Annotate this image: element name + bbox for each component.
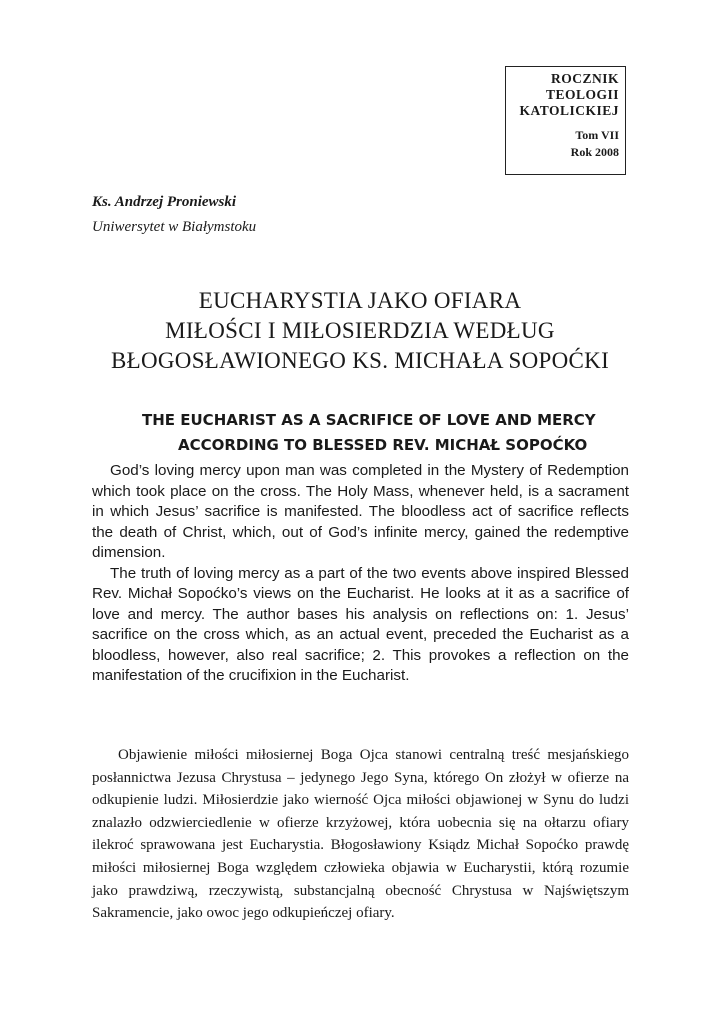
journal-year: Rok 2008 (570, 145, 619, 159)
abstract (92, 461, 629, 687)
author-block (92, 190, 256, 240)
journal-name-line-1: ROCZNIK (550, 71, 619, 86)
body-paragraph-1: Objawienie miłości miłosiernej Boga Ojca stanowi centralną treść mesjańskiego posłannictwa Jezusa Chrystusa – jedynego Jego Syna, którego On złożył w ofierze na odkupienie ludzi. Miłosierdzie jako wierność Ojca miłości objawionej w Synu do ludzi znalazło odzwierciedlenie w ofierze krzyżowej, która uobecnia się na ołtarzu ofiary ilekroć sprawowana jest Eucharystia. Błogosławiony Ksiądz Michał Sopoćko prawdę miłości miłosiernej Boga względem człowieka objawia w Eucharystii, którą rozumie jako prawdziwą, rzeczywistą, substancjalną obecność Chrystusa w Najświętszym Sakramencie, jako owoc jego odkupieńczej ofiary. (92, 747, 629, 922)
title-english-line-2: ACCORDING TO BLESSED REV. MICHAŁ SOPOĆKO (178, 436, 588, 454)
title-polish-line-1: EUCHARYSTIA JAKO OFIARA (198, 288, 522, 313)
author-name: Ks. Andrzej Proniewski (92, 194, 237, 210)
abstract-paragraph-2: The truth of loving mercy as a part of the two events above inspired Blessed Rev. Michał Sopoćko’s views on the Eucharist. He looks at it as a sacrifice of love and mercy. The author bases his analysis on reflections on: 1. Jesus’ sacrifice on the cross which, as an actual event, preceded the Eucharist as a bloodless, however, also real sacrifice; 2. This provokes a reflection on the manifestation of the crucifixion in the Eucharist. (92, 564, 629, 684)
journal-name-line-3: KATOLICKIEJ (519, 103, 619, 118)
title-polish-line-2: MIŁOŚCI I MIŁOSIERDZIA WEDŁUG (165, 318, 555, 343)
journal-header-box (505, 66, 626, 175)
body-text (92, 744, 629, 925)
title-polish-line-3: BŁOGOSŁAWIONEGO KS. MICHAŁA SOPOĆKI (110, 348, 610, 373)
journal-name-line-2: TEOLOGII (545, 87, 619, 102)
title-polish (60, 286, 660, 376)
title-english (0, 408, 719, 458)
journal-volume: Tom VII (575, 128, 619, 142)
abstract-paragraph-1: God’s loving mercy upon man was completed in the Mystery of Redemption which took place on the cross. The Holy Mass, whenever held, is a sacrament in which Jesus’ sacrifice is manifested. The bloodless act of sacrifice reflects the death of Christ, which, out of God’s infinite mercy, gained the redemptive dimension. (92, 462, 629, 561)
author-affiliation: Uniwersytet w Białymstoku (92, 219, 257, 235)
title-english-line-1: THE EUCHARIST AS A SACRIFICE OF LOVE AND MERCY (142, 411, 596, 429)
